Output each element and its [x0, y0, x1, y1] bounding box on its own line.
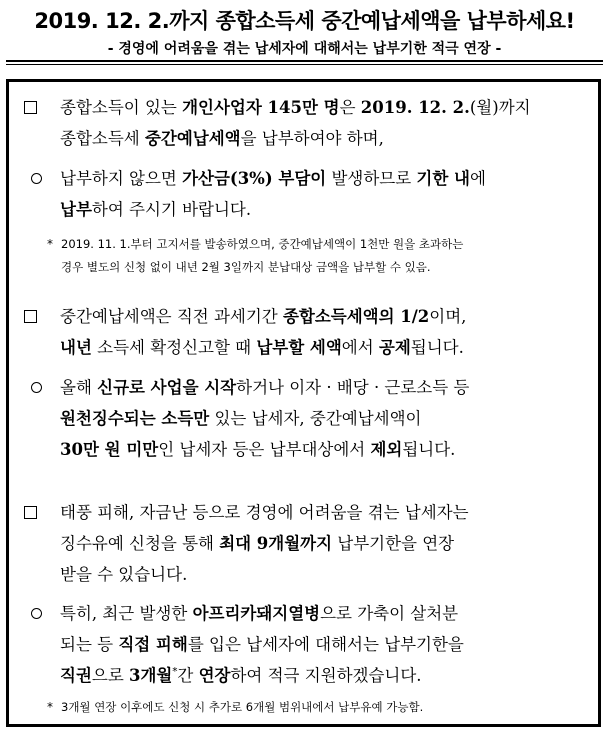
text-run: 특히, 최근 발생한 — [60, 604, 193, 623]
text-run: 되는 등 — [60, 635, 119, 654]
text-run: 를 입은 납세자에 대해서는 납부기한을 — [187, 635, 464, 654]
text-line — [60, 528, 469, 559]
text-line — [60, 123, 531, 154]
text-line — [60, 163, 486, 194]
text-line — [60, 301, 466, 332]
emphasis-text: 신규로 사업을 시작 — [97, 378, 237, 397]
emphasis-text: 종합소득세액의 1/2 — [282, 307, 430, 326]
text-run: 발생하므로 — [326, 169, 417, 188]
text-run: 납부하지 않으면 — [60, 169, 183, 188]
text-line — [60, 559, 469, 590]
text-run: 에서 — [341, 338, 379, 357]
text-run: 인 납세자 등은 납부대상에서 — [158, 440, 371, 459]
text-line — [60, 434, 469, 465]
emphasis-text: 직권 — [60, 666, 92, 685]
paragraph — [60, 497, 469, 590]
text-run: 소득세 확정신고할 때 — [91, 338, 257, 357]
text-line — [61, 256, 463, 279]
emphasis-text: 연장 — [198, 666, 231, 685]
emphasis-text: 기한 내 — [416, 169, 470, 188]
text-run: 간 — [177, 666, 199, 685]
circle-bullet-icon — [31, 372, 42, 403]
text-run: 납부기한을 연장 — [332, 534, 455, 553]
circle-bullet-icon — [31, 163, 42, 194]
emphasis-text: 가산금(3%) 부담이 — [182, 169, 327, 188]
footnote-mark: * — [172, 666, 178, 678]
text-run: 을 납부하여야 하며, — [240, 129, 384, 148]
emphasis-text: 내년 — [60, 338, 92, 357]
text-run: 종합소득세 — [60, 129, 145, 148]
emphasis-text: 아프리카돼지열병 — [192, 604, 321, 623]
emphasis-text: 납부 — [60, 200, 92, 219]
text-run: 이며, — [429, 307, 467, 326]
footnote — [61, 233, 463, 279]
emphasis-text: 중간예납세액 — [144, 129, 241, 148]
text-line — [60, 497, 469, 528]
asterisk-note-icon: * — [47, 700, 53, 714]
emphasis-text: 3개월 — [129, 666, 173, 685]
text-run: 태풍 피해, 자금난 등으로 경영에 어려움을 겪는 납세자는 — [60, 503, 469, 522]
text-line — [60, 194, 486, 225]
text-run: 으로 가축이 살처분 — [320, 604, 459, 623]
text-line — [60, 598, 464, 629]
text-run: (월)까지 — [469, 98, 531, 117]
text-run: 받을 수 있습니다. — [60, 565, 188, 584]
paragraph — [60, 598, 464, 691]
title-rule-thick — [6, 60, 603, 62]
text-run: 됩니다. — [410, 338, 464, 357]
circle-bullet-icon — [31, 598, 42, 629]
page-subtitle: - 경영에 어려움을 겪는 납세자에 대해서는 납부기한 적극 연장 - — [107, 41, 502, 57]
text-line — [61, 696, 423, 719]
square-bullet-icon — [24, 497, 37, 528]
text-line — [60, 372, 469, 403]
emphasis-text: 2019. 12. 2. — [360, 98, 470, 117]
text-run: 있는 납세자, 중간예납세액이 — [209, 409, 422, 428]
text-run: 2019. 11. 1.부터 고지서를 발송하였으며, 중간예납세액이 1천만 원을 초과하는 — [61, 237, 464, 251]
text-run: 하여 주시기 바랍니다. — [91, 200, 252, 219]
text-line — [60, 403, 469, 434]
emphasis-text: 원천징수되는 소득만 — [60, 409, 210, 428]
title-rule-thin — [6, 64, 603, 65]
text-run: 하거나 이자 · 배당 · 근로소득 등 — [236, 378, 470, 397]
text-line — [60, 332, 466, 363]
emphasis-text: 30만 원 미만 — [60, 440, 159, 459]
square-bullet-icon — [24, 301, 37, 332]
emphasis-text: 개인사업자 145만 명 — [182, 98, 340, 117]
asterisk-note-icon: * — [47, 237, 53, 251]
text-run: 징수유예 신청을 통해 — [60, 534, 220, 553]
text-run: 으로 — [91, 666, 130, 685]
text-line — [60, 660, 464, 691]
text-run: 올해 — [60, 378, 98, 397]
text-run: 에 — [469, 169, 486, 188]
square-bullet-icon — [24, 92, 37, 123]
paragraph — [60, 92, 531, 154]
emphasis-text: 직접 피해 — [118, 635, 188, 654]
text-run: 됩니다. — [402, 440, 456, 459]
text-run: 중간예납세액은 직전 과세기간 — [60, 307, 283, 326]
emphasis-text: 최대 9개월까지 — [219, 534, 333, 553]
text-run: 은 — [339, 98, 361, 117]
text-run: 3개월 연장 이후에도 신청 시 추가로 6개월 범위내에서 납부유예 가능함. — [61, 700, 424, 714]
text-line — [60, 92, 531, 123]
emphasis-text: 납부할 세액 — [256, 338, 342, 357]
paragraph — [60, 372, 469, 465]
paragraph — [60, 163, 486, 225]
paragraph — [60, 301, 466, 363]
footnote — [61, 696, 423, 719]
text-line — [61, 233, 463, 256]
text-line — [60, 629, 464, 660]
emphasis-text: 공제 — [378, 338, 411, 357]
text-run: 종합소득이 있는 — [60, 98, 183, 117]
text-run: 하여 적극 지원하겠습니다. — [230, 666, 422, 685]
text-run: 경우 별도의 신청 없이 내년 2월 3일까지 분납대상 금액을 납부할 수 있음. — [61, 260, 431, 274]
emphasis-text: 제외 — [370, 440, 403, 459]
page-title: 2019. 12. 2.까지 종합소득세 중간예납세액을 납부하세요! — [34, 9, 575, 33]
